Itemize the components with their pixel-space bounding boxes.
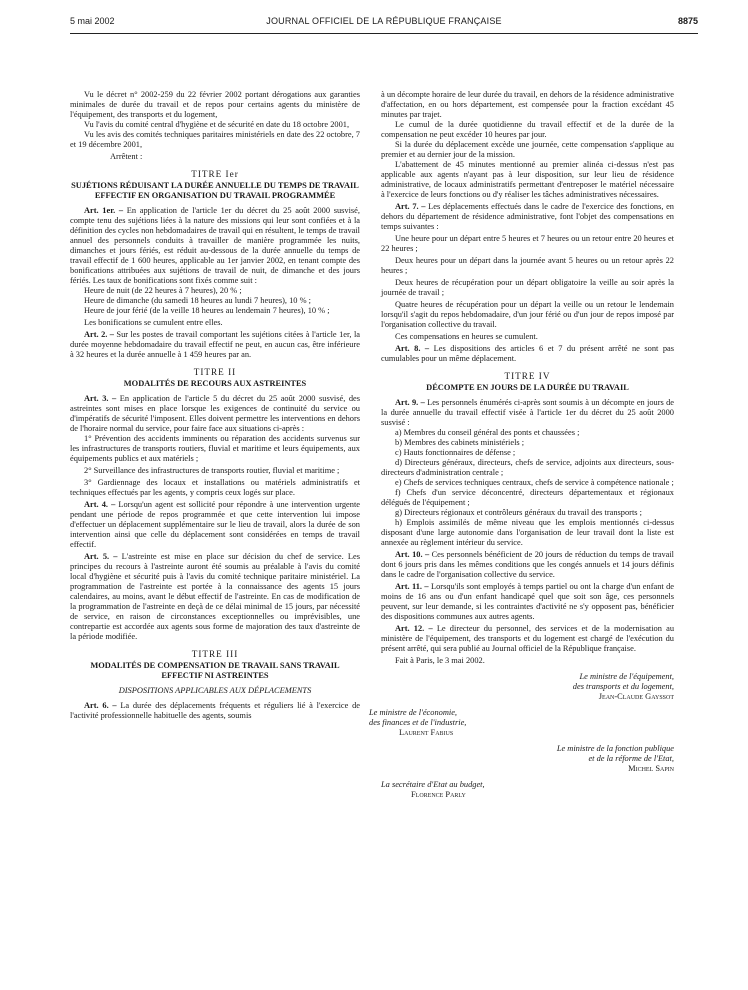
article-7-item: Ces compensations en heures se cumulent.	[395, 332, 538, 341]
titre-4-subtitle: DÉCOMPTE EN JOURS DE LA DURÉE DU TRAVAIL	[426, 383, 629, 392]
article-2-text: Sur les postes de travail comportant les sujétions citées à l'article 1er, la durée moyenne hebdomadaire du travail effectif ne peut, en aucun cas, être inférieure à 32 heures et la durée annuelle à 1 459 heures par an.	[70, 330, 361, 359]
article-5-label: Art. 5. –	[84, 552, 118, 561]
article-9-item: c) Hauts fonctionnaires de défense ;	[395, 448, 516, 457]
article-9-item: e) Chefs de services techniques centraux, chefs de service à compétence nationale ;	[395, 478, 674, 487]
signature-role: Le ministre de l'équipement,	[579, 672, 674, 681]
article-1-text: En application de l'article 1er du décret du 25 août 2000 susvisé, compte tenu des sujétions liées à la nature des missions qui leur sont confiées et à la définition des cycles non hebdomadaires de travail qui en résultent, le temps de travail annuel des personnels conduits à travailler de manière programmée les nuits, dimanches et jours fériés, est réduit au-dessous de la durée annuelle du temps de travail effectif de 1 600 heures, applicable au 1er janvier 2002, en tenant compte des bonifications attribuées aux sujétions de travail de nuit, de dimanche et des jours fériés. Les taux de bonifications sont fixés comme suit :	[70, 206, 360, 285]
right-column	[369, 90, 675, 800]
article-9-item: b) Membres des cabinets ministériels ;	[395, 438, 525, 447]
signature-name: Jean-Claude Gayssot	[598, 692, 674, 701]
article-1-label: Art. 1er. –	[84, 206, 124, 215]
page-header	[70, 16, 698, 30]
article-7-item: Quatre heures de récupération pour un départ la veille ou un retour le lendemain lorsqu'il s'agit du repos hebdomadaire, d'un jour férié ou d'un jour de repos imposé par l'organisation collective du travail.	[381, 300, 674, 329]
journal-title: JOURNAL OFFICIEL DE LA RÉPUBLIQUE FRANÇAISE	[266, 16, 502, 26]
signature-budget	[381, 780, 674, 800]
article-8-text: Les dispositions des articles 6 et 7 du présent arrêté ne sont pas cumulables pour un même déplacement.	[381, 344, 675, 363]
signature-role: La secrétaire d'Etat au budget,	[381, 780, 485, 789]
signature-role: des transports et du logement,	[572, 682, 674, 691]
article-11-label: Art. 11. –	[395, 582, 429, 591]
article-2-label: Art. 2. –	[84, 330, 114, 339]
visa-paragraph: Vu le décret n° 2002-259 du 22 février 2002 portant dérogations aux garanties minimales de durée du travail et de repos pour certains agents du ministère de l'équipement, des transports et du logement,	[70, 90, 360, 119]
article-3-label: Art. 3. –	[84, 394, 117, 403]
article-9-text: Les personnels énumérés ci-après sont soumis à un décompte en jours de la durée annuelle du travail effectif visée à l'article 1er du décret du 25 août 2000 susvisé :	[381, 398, 675, 427]
article-5-text: L'astreinte est mise en place sur décision du chef de service. Les principes du recours à l'astreinte auront été soumis au préalable à l'avis du comité local d'hygiène et sécurité puis à l'avis du comité technique paritaire ministériel. La programmation de l'astreinte est portée à la connaissance des agents 15 jours calendaires, au moins, avant le début effectif de l'astreinte. En cas de modification de la programmation de l'astreinte en deçà de ce délai minimal de 15 jours, par nécessité de service, en raison de circonstances exceptionnelles ou imprévisibles, une contrepartie est accordée aux agents sous forme de majoration des taux d'astreinte de la période modifiée.	[70, 552, 361, 641]
titre-3-subsubtitle: DISPOSITIONS APPLICABLES AUX DÉPLACEMENTS	[118, 686, 312, 695]
rate-night: Heure de nuit (de 22 heures à 7 heures), 20 % ;	[84, 286, 242, 295]
article-7-item: Deux heures de récupération pour un départ obligatoire la veille au soir après la journée de travail ;	[381, 278, 674, 297]
article-11-text: Lorsqu'ils sont employés à temps partiel ou ont la charge d'un enfant de moins de 16 ans ou d'un enfant handicapé quel que soit son âge, ces personnels peuvent, sur leur demande, si les contraintes d'activité ne s'y opposent pas, bénéficier des dispositions communes aux autres agents.	[381, 582, 675, 621]
article-7	[381, 202, 674, 232]
article-9-item: d) Directeurs généraux, directeurs, chefs de service, adjoints aux directeurs, sous-directeurs d'administration centrale ;	[381, 458, 674, 477]
signature-name: Michel Sapin	[628, 764, 674, 773]
article-11	[381, 582, 674, 622]
titre-4-heading: TITRE IV	[504, 371, 551, 381]
article-10	[381, 550, 674, 580]
signature-name: Laurent Fabius	[399, 728, 454, 737]
article-3-item: 1° Prévention des accidents imminents ou réparation des accidents survenus sur les infrastructures de transports routiers, fluvial et maritime et leurs équipements, aux équipements publics et aux matériels ;	[70, 434, 360, 463]
article-9-item: g) Directeurs régionaux et contrôleurs généraux du travail des transports ;	[395, 508, 642, 517]
titre-2-subtitle: MODALITÉS DE RECOURS AUX ASTREINTES	[123, 379, 307, 388]
rate-sunday: Heure de dimanche (du samedi 18 heures au lundi 7 heures), 10 % ;	[84, 296, 311, 305]
abattement-paragraph: L'abattement de 45 minutes mentionné au premier alinéa ci-dessus n'est pas applicable aux agents n'ayant pas à leur disposition, sur leur lieu de résidence administrative, de locaux administratifs permettant d'entreposer le matériel nécessaire à l'exercice de leurs fonctions ou d'y réaliser les tâches administratives nécessaires.	[381, 160, 674, 199]
article-1	[70, 206, 360, 286]
titre-1-heading: TITRE Ier	[191, 169, 239, 179]
signature-role: des finances et de l'industrie,	[369, 718, 467, 727]
visa-paragraph: Vu les avis des comités techniques paritaires ministériels en date des 22 octobre, 7 et 19 décembre 2001,	[70, 130, 360, 149]
signature-name: Florence Parly	[411, 790, 466, 799]
article-7-text: Les déplacements effectués dans le cadre de l'exercice des fonctions, en dehors du département de résidence administrative, font l'objet des compensations en temps suivantes :	[381, 202, 674, 231]
article-2	[70, 330, 360, 360]
page-number: 8875	[677, 16, 698, 26]
article-4-label: Art. 4. –	[84, 500, 116, 509]
article-9-item: a) Membres du conseil général des ponts et chaussées ;	[395, 428, 580, 437]
article-10-text: Ces personnels bénéficient de 20 jours de réduction du temps de travail dont 6 jours pris dans les mêmes conditions que les congés annuels et 14 jours définis dans le cadre de l'organisation collective du service.	[381, 550, 675, 579]
article-3-item: 3° Gardiennage des locaux et installations ou matériels administratifs et techniques effectués par les agents, y compris ceux logés sur place.	[70, 478, 360, 497]
titre-1-subtitle: SUJÉTIONS RÉDUISANT LA DURÉE ANNUELLE DU TEMPS DE TRAVAIL EFFECTIF EN ORGANISATION DU TRAVAIL PROGRAMMÉE	[71, 181, 359, 200]
arrete-line: Arrêtent :	[110, 152, 143, 161]
article-5	[70, 552, 360, 642]
visa-paragraph: Vu l'avis du comité central d'hygiène et de sécurité en date du 18 octobre 2001,	[84, 120, 350, 129]
article-8-label: Art. 8. –	[395, 344, 430, 353]
left-column	[70, 90, 360, 721]
signature-economie	[369, 708, 674, 738]
signature-equipement	[381, 672, 674, 702]
article-6	[70, 701, 360, 721]
article-9-item: f) Chefs d'un service déconcentré, directeurs départementaux et régionaux délégués de l'équipement ;	[381, 488, 674, 507]
article-4-text: Lorsqu'un agent est sollicité pour répondre à une intervention urgente pendant une période de repos programmée et que cette intervention lui impose d'effectuer un déplacement supplémentaire sur le lieu de travail, alors la durée de son intervention ainsi que celle du déplacement sont considérées en temps de travail effectif.	[70, 500, 361, 549]
article-7-label: Art. 7. –	[395, 202, 426, 211]
article-3	[70, 394, 360, 434]
rate-holiday: Heure de jour férié (de la veille 18 heures au lendemain 7 heures), 10 % ;	[84, 306, 330, 315]
article-10-label: Art. 10. –	[395, 550, 430, 559]
article-9-label: Art. 9. –	[395, 398, 425, 407]
signature-role: et de la réforme de l'Etat,	[588, 754, 674, 763]
fait-a-paris: Fait à Paris, le 3 mai 2002.	[395, 656, 485, 665]
article-6-text: La durée des déplacements fréquents et réguliers lié à l'exercice de l'activité professionnelle habituelle des agents, soumis	[70, 701, 360, 720]
article-9-item: h) Emplois assimilés de même niveau que les emplois mentionnés ci-dessus disposant d'une large autonomie dans l'organisation de leur travail dont la liste est annexée au règlement intérieur du service.	[381, 518, 674, 547]
article-3-text: En application de l'article 5 du décret du 25 août 2000 susvisé, des astreintes sont mises en place lorsque les exigences de continuité du service ou d'impératifs de sécurité l'imposent. Elles doivent permettre les interventions en dehors de l'horaire normal du service, pour faire face aux situations ci-après :	[70, 394, 360, 433]
signature-role: Le ministre de la fonction publique	[556, 744, 674, 753]
article-7-item: Une heure pour un départ entre 5 heures et 7 heures ou un retour entre 20 heures et 22 heures ;	[381, 234, 674, 253]
header-rule	[70, 33, 698, 34]
article-4	[70, 500, 360, 550]
signature-role: Le ministre de l'économie,	[369, 708, 458, 717]
titre-2-heading: TITRE II	[193, 367, 237, 377]
article-9	[381, 398, 674, 428]
header-date: 5 mai 2002	[70, 16, 115, 26]
article-3-item: 2° Surveillance des infrastructures de transports routier, fluvial et maritime ;	[84, 466, 340, 475]
cumul-paragraph: Le cumul de la durée quotidienne du travail effectif et de la durée de la compensation ne peut excéder 10 heures par jour.	[381, 120, 674, 139]
bonifications-line: Les bonifications se cumulent entre elles.	[84, 318, 223, 327]
titre-3-heading: TITRE III	[191, 649, 239, 659]
titre-3-subtitle: MODALITÉS DE COMPENSATION DE TRAVAIL SANS TRAVAIL EFFECTIF NI ASTREINTES	[90, 661, 340, 680]
article-6-label: Art. 6. –	[84, 701, 117, 710]
signature-fonction-publique	[381, 744, 674, 774]
article-7-item: Deux heures pour un départ dans la journée avant 5 heures ou un retour après 22 heures ;	[381, 256, 674, 275]
mission-paragraph: Si la durée du déplacement excède une journée, cette compensation s'applique au premier et au dernier jour de la mission.	[381, 140, 674, 159]
article-8	[381, 344, 674, 364]
article-12-label: Art. 12. –	[395, 624, 433, 633]
article-12	[381, 624, 674, 654]
article-12-text: Le directeur du personnel, des services et de la modernisation au ministère de l'équipement, des transports et du logement est chargé de l'exécution du présent arrêté, qui sera publié au Journal officiel de la République française.	[381, 624, 675, 653]
article-6-continued: à un décompte horaire de leur durée du travail, en dehors de la résidence administrative d'affectation, en ou hors département, est compensée pour la fraction excédant 45 minutes par trajet.	[381, 90, 674, 119]
